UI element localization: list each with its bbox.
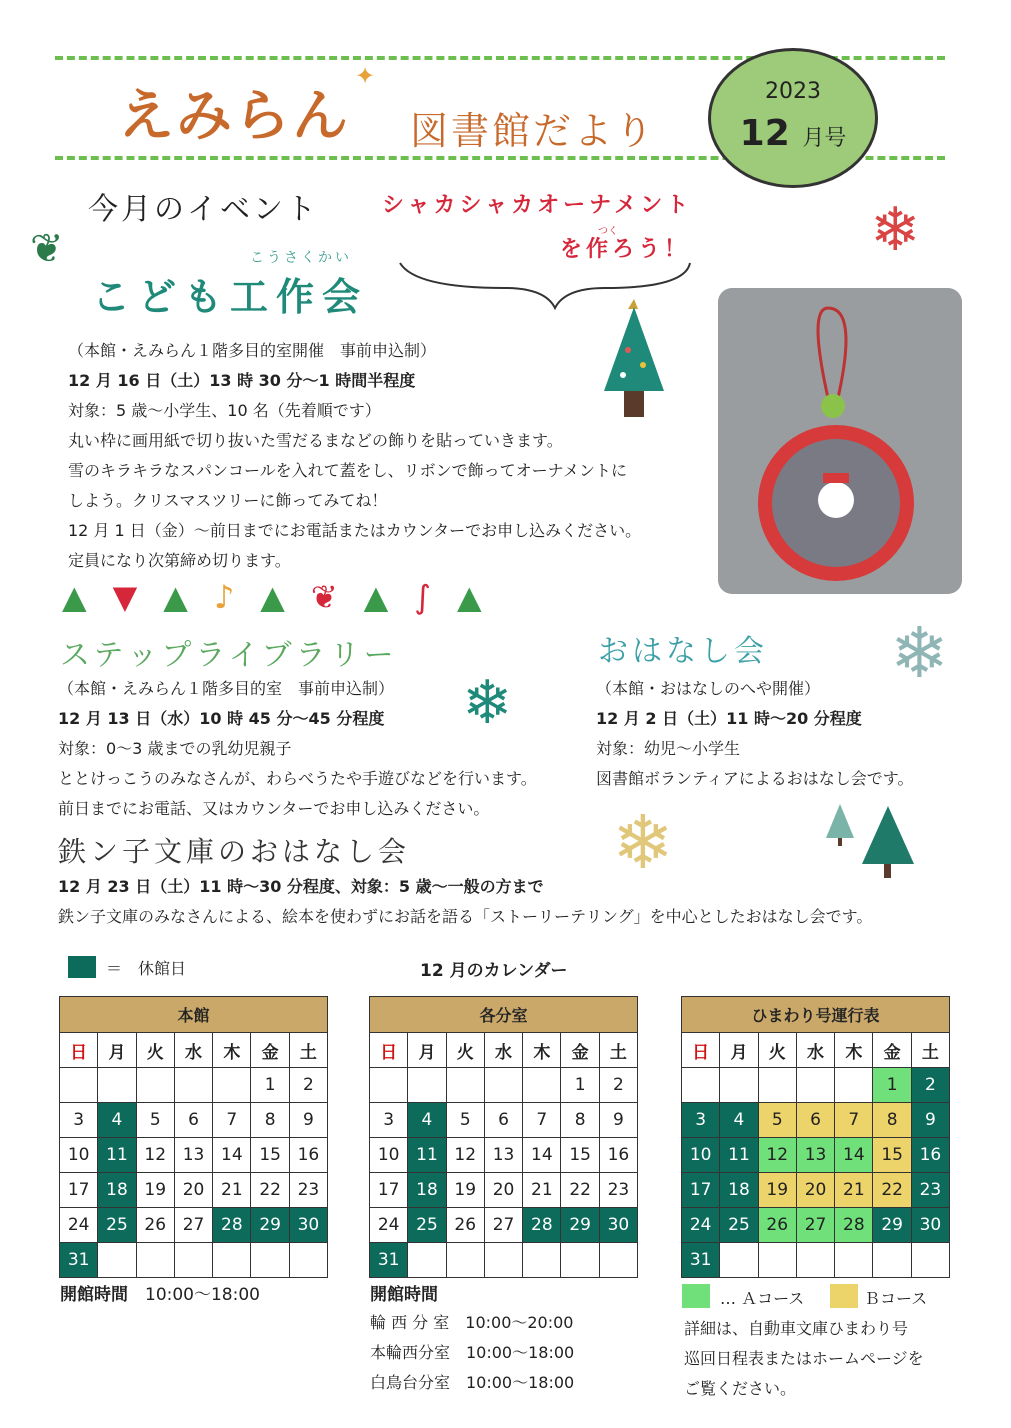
weekday-label: 金 (873, 1033, 911, 1068)
calendar-day: 20 (174, 1173, 212, 1208)
closed-legend-swatch (68, 956, 96, 978)
calendar-day: 6 (174, 1103, 212, 1138)
weekday-label: 月 (98, 1033, 136, 1068)
calendar-empty-cell (720, 1243, 758, 1278)
ohanashi-details (596, 674, 976, 794)
workshop-line: 丸い枠に画用紙で切り抜いた雪だるまなどの飾りを貼っていきます。 (68, 431, 563, 450)
calendar-day: 5 (136, 1103, 174, 1138)
calendar-day: 9 (289, 1103, 327, 1138)
calendar-day: 24 (682, 1208, 720, 1243)
calendar-empty-cell (408, 1243, 446, 1278)
calendar-empty-cell (484, 1243, 522, 1278)
calendar-day: 21 (213, 1173, 251, 1208)
calendar-day: 4 (98, 1103, 136, 1138)
weekday-label: 土 (911, 1033, 949, 1068)
weekday-label: 土 (289, 1033, 327, 1068)
calendar-day: 22 (873, 1173, 911, 1208)
calendar-day: 4 (720, 1103, 758, 1138)
course-b-label: Ｂコース (864, 1289, 928, 1308)
calendar-empty-cell (523, 1068, 561, 1103)
calendar-day: 1 (251, 1068, 289, 1103)
calendar-day: 29 (561, 1208, 599, 1243)
calendar-day: 30 (599, 1208, 637, 1243)
calendar-day: 31 (60, 1243, 98, 1278)
calendar-day: 10 (370, 1138, 408, 1173)
ohanashi-title: おはなし会 (598, 634, 768, 669)
workshop-line: （本館・えみらん１階多目的室開催 事前申込制） (68, 341, 437, 360)
weekday-label: 木 (523, 1033, 561, 1068)
workshop-line: しよう。クリスマスツリーに飾ってみてね！ (68, 491, 388, 510)
calendar-day: 28 (213, 1208, 251, 1243)
weekday-label: 土 (599, 1033, 637, 1068)
calendar-day: 16 (289, 1138, 327, 1173)
calendar-day: 3 (682, 1103, 720, 1138)
weekday-label: 日 (370, 1033, 408, 1068)
branch-hours (370, 1308, 574, 1398)
calendar-day: 7 (835, 1103, 873, 1138)
calendar-day: 15 (251, 1138, 289, 1173)
snowflake-teal-icon: ❄ (462, 668, 513, 738)
calendar-empty-cell (484, 1068, 522, 1103)
snowflake-grey-icon: ❄ (890, 612, 949, 694)
calendar-honkan (59, 996, 328, 1278)
workshop-line: 定員になり次第締め切ります。 (68, 551, 291, 570)
event-heading: 今月のイベント (88, 192, 319, 227)
weekday-label: 火 (758, 1033, 796, 1068)
calendar-empty-cell (174, 1068, 212, 1103)
calendar-day: 14 (523, 1138, 561, 1173)
calendar-day: 19 (758, 1173, 796, 1208)
calendar-day: 6 (484, 1103, 522, 1138)
calendar-day: 29 (251, 1208, 289, 1243)
calendar-empty-cell (796, 1243, 834, 1278)
snowflake-red-icon: ❄ (870, 195, 921, 265)
weekday-label: 月 (720, 1033, 758, 1068)
calendar-day: 10 (60, 1138, 98, 1173)
calendar-day: 23 (289, 1173, 327, 1208)
branch-hours-row: 本輪西分室 10:00～18:00 (370, 1343, 575, 1362)
step-library-title: ステップライブラリー (60, 638, 398, 673)
calendar-day: 2 (289, 1068, 327, 1103)
weekday-label: 月 (408, 1033, 446, 1068)
tetsu-details (58, 872, 978, 932)
calendar-day: 7 (213, 1103, 251, 1138)
calendar-day: 31 (682, 1243, 720, 1278)
step-details (58, 674, 618, 824)
calendar-day: 22 (561, 1173, 599, 1208)
calendar-empty-cell (174, 1243, 212, 1278)
course-a-label: … Ａコース (720, 1289, 805, 1308)
calendar-empty-cell (136, 1068, 174, 1103)
calendar-caption: ひまわり号運行表 (682, 997, 950, 1033)
calendar-empty-cell (682, 1068, 720, 1103)
calendar-empty-cell (446, 1243, 484, 1278)
calendar-day: 8 (561, 1103, 599, 1138)
calendar-empty-cell (408, 1068, 446, 1103)
calendar-empty-cell (720, 1068, 758, 1103)
calendar-day: 3 (370, 1103, 408, 1138)
ohanashi-date: 12 月 2 日（土）11 時～20 分程度 (596, 709, 862, 728)
calendar-day: 3 (60, 1103, 98, 1138)
calendar-day: 11 (720, 1138, 758, 1173)
calendar-day: 11 (408, 1138, 446, 1173)
calendar-day: 12 (758, 1138, 796, 1173)
calendar-empty-cell (98, 1243, 136, 1278)
tetsu-line: 鉄ン子文庫のみなさんによる、絵本を使わずにお話を語る「ストーリーテリング」を中心としたおはなし会です。 (58, 907, 873, 926)
calendar-day: 31 (370, 1243, 408, 1278)
calendar-day: 9 (599, 1103, 637, 1138)
calendar-day: 2 (911, 1068, 949, 1103)
calendar-title: 12 月のカレンダー (420, 961, 568, 981)
branch-hours-row: 白鳥台分室 10:00～18:00 (370, 1373, 575, 1392)
newsletter-title: えみらん (118, 84, 350, 149)
calendar-day: 16 (599, 1138, 637, 1173)
snowflake-gold-icon: ❄ (612, 800, 675, 886)
workshop-title: こども工作会 (92, 275, 369, 319)
calendar-day: 9 (911, 1103, 949, 1138)
calendar-empty-cell (835, 1068, 873, 1103)
calendar-day: 25 (720, 1208, 758, 1243)
calendar-day: 5 (758, 1103, 796, 1138)
calendar-day: 30 (289, 1208, 327, 1243)
workshop-line: 対象：5 歳～小学生、10 名（先着順です） (68, 401, 381, 420)
calendar-day: 17 (60, 1173, 98, 1208)
course-b-swatch (830, 1284, 858, 1308)
calendar-day: 11 (98, 1138, 136, 1173)
weekday-label: 水 (796, 1033, 834, 1068)
workshop-line: 雪のキラキラなスパンコールを入れて蓋をし、リボンで飾ってオーナメントに (68, 461, 628, 480)
star-icon: ✦ (355, 62, 376, 90)
calendar-empty-cell (136, 1243, 174, 1278)
closed-legend-label: ＝ 休館日 (106, 959, 187, 978)
himawari-note-line: ご覧ください。 (684, 1379, 797, 1398)
calendar-empty-cell (213, 1243, 251, 1278)
ornament-photo (718, 288, 962, 594)
weekday-label: 火 (446, 1033, 484, 1068)
calendar-caption: 本館 (60, 997, 328, 1033)
ohanashi-line: 図書館ボランティアによるおはなし会です。 (596, 769, 914, 788)
calendar-empty-cell (561, 1243, 599, 1278)
calendar-day: 10 (682, 1138, 720, 1173)
calendar-day: 24 (60, 1208, 98, 1243)
ohanashi-line: 対象：幼児～小学生 (596, 739, 741, 758)
trees-icon (826, 802, 916, 882)
calendar-day: 26 (136, 1208, 174, 1243)
calendar-day: 26 (758, 1208, 796, 1243)
tetsu-title: 鉄ン子文庫のおはなし会 (58, 835, 411, 868)
weekday-label: 日 (60, 1033, 98, 1068)
calendar-day: 15 (561, 1138, 599, 1173)
tetsu-date: 12 月 23 日（土）11 時～30 分程度、対象：5 歳～一般の方まで (58, 877, 544, 896)
calendar-day: 19 (136, 1173, 174, 1208)
workshop-details (68, 336, 708, 576)
calendar-day: 14 (213, 1138, 251, 1173)
weekday-label: 木 (213, 1033, 251, 1068)
calendar-empty-cell (835, 1243, 873, 1278)
decoration-row-icon: ▲▼▲♪▲❦▲∫▲ (62, 578, 508, 616)
calendar-empty-cell (60, 1068, 98, 1103)
calendar-day: 17 (682, 1173, 720, 1208)
calendar-day: 26 (446, 1208, 484, 1243)
weekday-label: 水 (174, 1033, 212, 1068)
calendar-day: 20 (796, 1173, 834, 1208)
workshop-theme-line1: シャカシャカオーナメント (382, 193, 693, 218)
weekday-label: 木 (835, 1033, 873, 1068)
calendar-day: 16 (911, 1138, 949, 1173)
calendar-day: 23 (599, 1173, 637, 1208)
ohanashi-line: （本館・おはなしのへや開催） (596, 679, 821, 698)
calendar-day: 25 (98, 1208, 136, 1243)
calendar-day: 18 (720, 1173, 758, 1208)
calendar-day: 18 (98, 1173, 136, 1208)
workshop-date: 12 月 16 日（土）13 時 30 分～1 時間半程度 (68, 371, 416, 390)
branch-hours-row: 輪 西 分 室 10:00～20:00 (370, 1313, 574, 1332)
himawari-note-line: 詳細は、自動車文庫ひまわり号 (684, 1319, 909, 1338)
calendar-day: 6 (796, 1103, 834, 1138)
calendar-day: 18 (408, 1173, 446, 1208)
calendar-day: 19 (446, 1173, 484, 1208)
calendar-day: 8 (873, 1103, 911, 1138)
calendar-day: 27 (796, 1208, 834, 1243)
step-line: 前日までにお電話、又はカウンターでお申し込みください。 (58, 799, 490, 818)
calendar-day: 22 (251, 1173, 289, 1208)
issue-month: 12 月号 (739, 113, 847, 154)
calendar-himawari (681, 996, 950, 1278)
calendar-day: 27 (484, 1208, 522, 1243)
calendar-day: 5 (446, 1103, 484, 1138)
branch-hours-label: 開館時間 (370, 1285, 438, 1305)
calendar-empty-cell (251, 1243, 289, 1278)
newsletter-subtitle: 図書館だより (410, 109, 657, 153)
holly-icon: ❦ (30, 226, 64, 272)
step-line: （本館・えみらん１階多目的室 事前申込制） (58, 679, 395, 698)
calendar-day: 13 (484, 1138, 522, 1173)
calendar-day: 30 (911, 1208, 949, 1243)
calendar-day: 4 (408, 1103, 446, 1138)
himawari-note-line: 巡回日程表またはホームページを (684, 1349, 924, 1368)
calendar-day: 21 (523, 1173, 561, 1208)
calendar-day: 24 (370, 1208, 408, 1243)
calendar-day: 23 (911, 1173, 949, 1208)
workshop-ruby: こうさくかい (250, 250, 352, 266)
weekday-label: 水 (484, 1033, 522, 1068)
weekday-label: 金 (251, 1033, 289, 1068)
calendar-caption: 各分室 (370, 997, 638, 1033)
calendar-day: 14 (835, 1138, 873, 1173)
calendar-day: 21 (835, 1173, 873, 1208)
calendar-day: 29 (873, 1208, 911, 1243)
calendar-empty-cell (213, 1068, 251, 1103)
calendar-day: 8 (251, 1103, 289, 1138)
weekday-label: 金 (561, 1033, 599, 1068)
calendar-day: 27 (174, 1208, 212, 1243)
himawari-note (684, 1314, 924, 1404)
step-date: 12 月 13 日（水）10 時 45 分～45 分程度 (58, 709, 385, 728)
calendar-empty-cell (758, 1068, 796, 1103)
calendar-day: 13 (174, 1138, 212, 1173)
calendar-empty-cell (911, 1243, 949, 1278)
calendar-day: 12 (136, 1138, 174, 1173)
workshop-line: 12 月 1 日（金）～前日までにお電話またはカウンターでお申し込みください。 (68, 521, 642, 540)
course-a-swatch (682, 1284, 710, 1308)
calendar-day: 12 (446, 1138, 484, 1173)
calendar-empty-cell (796, 1068, 834, 1103)
calendar-empty-cell (599, 1243, 637, 1278)
calendar-day: 15 (873, 1138, 911, 1173)
step-line: 対象：0～3 歳までの乳幼児親子 (58, 739, 292, 758)
calendar-day: 28 (835, 1208, 873, 1243)
calendar-day: 2 (599, 1068, 637, 1103)
calendar-empty-cell (758, 1243, 796, 1278)
calendar-day: 17 (370, 1173, 408, 1208)
calendar-day: 1 (873, 1068, 911, 1103)
calendar-empty-cell (446, 1068, 484, 1103)
weekday-label: 日 (682, 1033, 720, 1068)
calendar-empty-cell (370, 1068, 408, 1103)
weekday-label: 火 (136, 1033, 174, 1068)
calendar-empty-cell (523, 1243, 561, 1278)
calendar-day: 13 (796, 1138, 834, 1173)
calendar-day: 28 (523, 1208, 561, 1243)
calendar-day: 7 (523, 1103, 561, 1138)
calendar-empty-cell (289, 1243, 327, 1278)
calendar-day: 1 (561, 1068, 599, 1103)
calendar-day: 25 (408, 1208, 446, 1243)
honkan-hours: 開館時間 10:00～18:00 (60, 1285, 260, 1305)
ruby-tsuku: つく (598, 226, 618, 237)
step-line: ととけっこうのみなさんが、わらべうたや手遊びなどを行います。 (58, 769, 537, 788)
calendar-empty-cell (873, 1243, 911, 1278)
workshop-theme-line2: を作ろう！ (560, 237, 691, 262)
calendar-branches (369, 996, 638, 1278)
issue-badge (708, 48, 878, 188)
issue-year: 2023 (765, 79, 821, 104)
calendar-day: 20 (484, 1173, 522, 1208)
calendar-empty-cell (98, 1068, 136, 1103)
